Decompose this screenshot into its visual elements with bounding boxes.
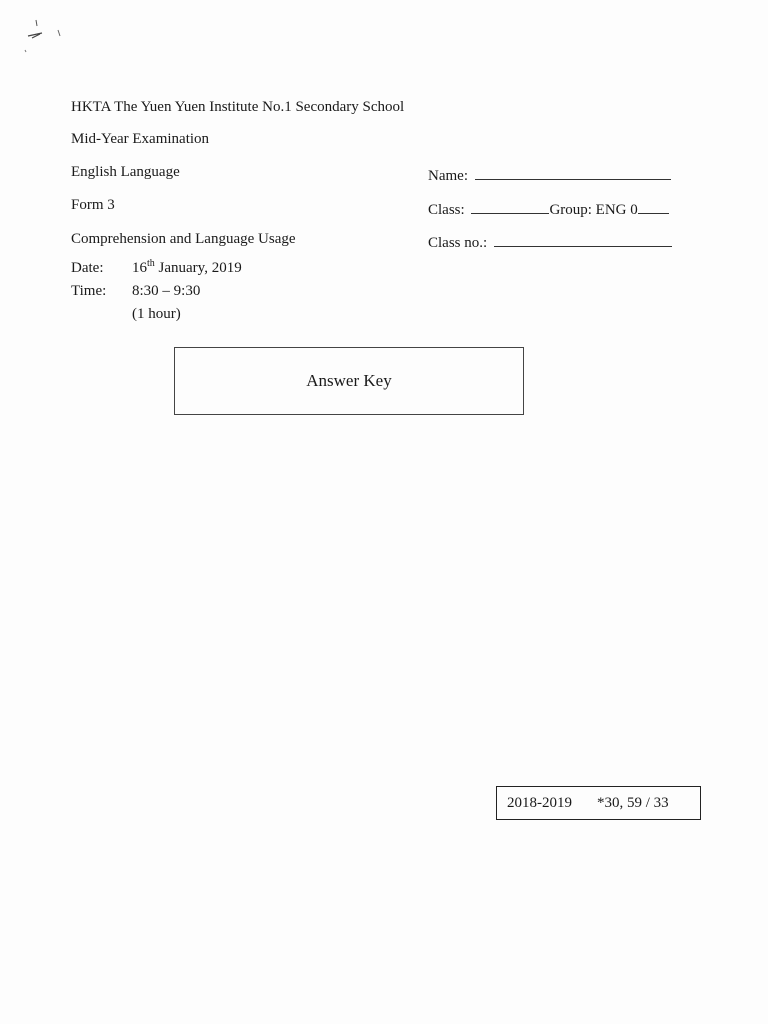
school-name: HKTA The Yuen Yuen Institute No.1 Secondary School bbox=[71, 99, 405, 115]
date-rest: January, 2019 bbox=[154, 260, 242, 276]
name-line[interactable] bbox=[475, 165, 671, 180]
name-label: Name: bbox=[428, 168, 468, 184]
duration: (1 hour) bbox=[132, 306, 181, 322]
date-day: 16 bbox=[132, 260, 147, 276]
paper-title: Comprehension and Language Usage bbox=[71, 231, 296, 247]
time-value: 8:30 – 9:30 bbox=[132, 283, 201, 299]
date-label: Date: bbox=[71, 260, 104, 276]
name-field[interactable] bbox=[428, 165, 671, 185]
time-label: Time: bbox=[71, 283, 107, 299]
answer-key-box bbox=[174, 347, 524, 415]
class-no-field[interactable] bbox=[428, 232, 672, 252]
class-no-label: Class no.: bbox=[428, 235, 488, 251]
class-line[interactable] bbox=[471, 199, 549, 214]
form-level: Form 3 bbox=[71, 197, 115, 213]
group-line[interactable] bbox=[638, 199, 669, 214]
date-suffix: th bbox=[147, 258, 155, 269]
class-field[interactable] bbox=[428, 199, 669, 219]
scan-marks bbox=[20, 14, 80, 64]
answer-key-label: Answer Key bbox=[306, 371, 392, 390]
exam-title: Mid-Year Examination bbox=[71, 131, 210, 147]
date-value bbox=[132, 259, 242, 277]
class-no-line[interactable] bbox=[494, 232, 672, 247]
subject-title: English Language bbox=[71, 164, 180, 180]
paper-codes: *30, 59 / 33 bbox=[597, 794, 669, 811]
group-label: Group: ENG 0 bbox=[549, 202, 638, 218]
school-year: 2018-2019 bbox=[507, 794, 572, 811]
class-label: Class: bbox=[428, 202, 465, 218]
paper-code-box bbox=[496, 786, 701, 820]
